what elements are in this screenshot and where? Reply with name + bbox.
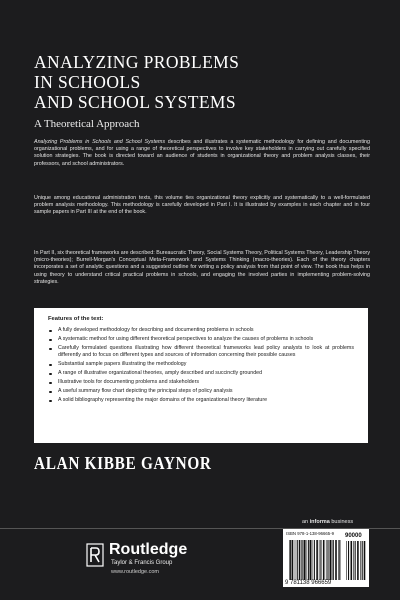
description-text: describes and illustrates a systematic methodology for defining and documenting organizational problems, and for using a range of theoretical perspectives to involve key stakeholders in carrying out carefully specified solution strategies. The book is directed toward an audience of students in organizational theory and problem analysis classes, their professors, and school administrators. xyxy=(34,139,370,167)
barcode-bar xyxy=(290,540,291,580)
routledge-logo-icon xyxy=(86,543,104,567)
informa-suffix: business xyxy=(329,519,354,525)
isbn-label: ISBN 978-1-138-96665-9 xyxy=(286,531,335,536)
barcode-bar xyxy=(323,540,325,580)
barcode-bar xyxy=(364,541,366,580)
book-subtitle: A Theoretical Approach xyxy=(34,118,140,130)
feature-item: Carefully formulated questions illustrating how different theoretical frameworks lead policy analysts to look at problems differently and to focus on different types and sources of information concerning their possible causes xyxy=(48,345,354,359)
barcode-bar xyxy=(330,540,332,580)
barcode-bar xyxy=(299,540,301,580)
publisher-name: Routledge xyxy=(109,541,188,558)
barcode-bar xyxy=(312,540,313,580)
barcode-bar xyxy=(297,540,298,580)
description-paragraph-1 xyxy=(34,139,370,168)
barcode-bar xyxy=(338,540,339,580)
features-panel xyxy=(34,308,368,443)
barcode-bar xyxy=(316,540,318,580)
barcode-bar xyxy=(304,540,306,580)
title-line-1: ANALYZING PROBLEMS xyxy=(34,52,240,72)
barcode-bar xyxy=(302,540,303,580)
barcode-addon-icon xyxy=(346,541,366,580)
feature-item: A systematic method for using different theoretical perspectives to analyze the causes of problems in schools xyxy=(48,336,354,343)
barcode-digits: 9 781138 966659 xyxy=(285,580,332,586)
barcode-bar xyxy=(333,540,334,580)
feature-item: Illustrative tools for documenting problems and stakeholders xyxy=(48,379,354,386)
barcode-bar xyxy=(308,540,309,580)
title-line-3: AND SCHOOL SYSTEMS xyxy=(34,92,236,112)
publisher-group: Taylor & Francis Group xyxy=(111,560,173,566)
barcode-bar xyxy=(310,540,312,580)
publisher-url: www.routledge.com xyxy=(111,569,159,575)
title-line-2: IN SCHOOLS xyxy=(34,72,141,92)
barcode-bar xyxy=(335,540,337,580)
barcode-bar xyxy=(289,540,290,580)
barcode-bar xyxy=(314,540,315,580)
barcode-bar xyxy=(319,540,320,580)
barcode-bar xyxy=(320,540,321,580)
features-heading: Features of the text: xyxy=(48,316,104,322)
barcode-bar xyxy=(339,540,340,580)
barcode-bar xyxy=(332,540,333,580)
feature-item: A useful summary flow chart depicting the principal steps of policy analysis xyxy=(48,388,354,395)
price-code: 90000 xyxy=(345,533,362,539)
book-title xyxy=(34,52,239,112)
barcode-bar xyxy=(295,540,296,580)
informa-word: informa xyxy=(309,519,330,525)
barcode-bar xyxy=(346,541,347,580)
feature-item: A solid bibliography representing the major domains of the organizational theory literature xyxy=(48,397,354,404)
barcode-bar xyxy=(327,540,328,580)
description-paragraph-2: Unique among educational administration texts, this volume ties organizational theory explicitly and systematically to a well-formulated problem analysis methodology. This methodology is carefully developed in Part I. It is illustrated by examples in each chapter and in four sample papers in Part III at the end of the book. xyxy=(34,195,370,216)
feature-item: A fully developed methodology for describing and documenting problems in schools xyxy=(48,327,354,334)
feature-item: Substantial sample papers illustrating the methodology xyxy=(48,361,354,368)
informa-tagline xyxy=(302,519,353,525)
barcode-bar xyxy=(301,540,302,580)
barcode-bar xyxy=(351,541,353,580)
barcode-bar xyxy=(353,541,354,580)
barcode-bar xyxy=(362,541,363,580)
barcode-bar xyxy=(326,540,327,580)
features-list xyxy=(48,327,354,404)
feature-item: A range of illustrative organizational theories, amply described and succinctly grounded xyxy=(48,370,354,377)
description-paragraph-3: In Part II, six theoretical frameworks are described: Bureaucratic Theory, Social Systems Theory, Political Systems Theory, Leadership Theory (micro-theories); Burrell-Morgan's Conceptual Meta-Framework and Systems Thinking (macro-theories). Each of the theory chapters incorporates a set of analytic questions and a suggested outline for writing a policy analysis from that point of view. The book thus helps in using theory to understand critical practical problems in schools, and engaging the involved parties in implementing problem-solving strategies. xyxy=(34,250,370,285)
informa-prefix: an xyxy=(302,519,310,525)
barcode-bar xyxy=(360,541,361,580)
description-book-title: Analyzing Problems in Schools and School Systems xyxy=(34,139,166,145)
barcode-icon xyxy=(289,540,341,580)
barcode-bar xyxy=(292,540,294,580)
barcode-bar xyxy=(307,540,308,580)
barcode-bar xyxy=(357,541,359,580)
barcode-bar xyxy=(348,541,349,580)
barcode-bar xyxy=(355,541,356,580)
author-name: ALAN KIBBE GAYNOR xyxy=(34,453,212,473)
